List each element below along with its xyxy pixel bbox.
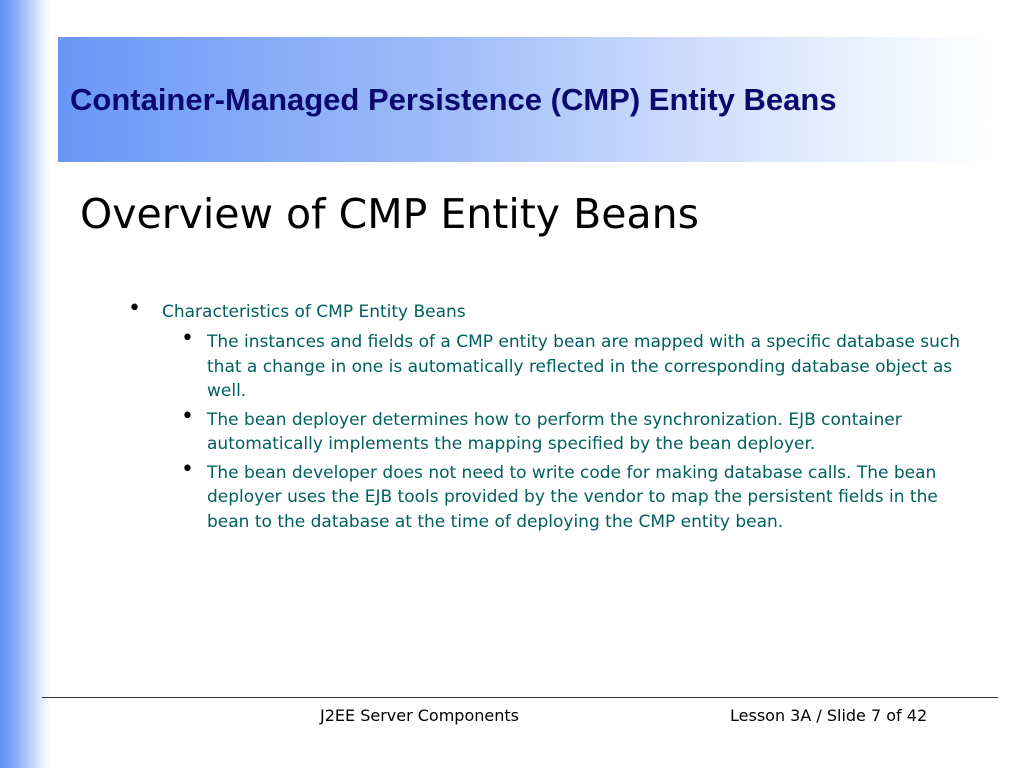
slide-title: Overview of CMP Entity Beans (80, 190, 699, 238)
bullet-dot-icon: • (181, 456, 194, 482)
bullet-dot-icon: • (181, 326, 194, 351)
sub-bullet-list (165, 326, 980, 534)
header-title: Container-Managed Persistence (CMP) Entity Beans (70, 82, 837, 117)
bullet-level1 (120, 296, 980, 324)
bullet-dot-icon: • (181, 403, 194, 429)
bullet-level2-text: The bean deployer determines how to perform the synchronization. EJB container automatically implements the mapping specified by the bean deployer. (207, 409, 902, 454)
bullet-dot-icon: • (128, 296, 141, 321)
bullet-level2-text: The bean developer does not need to write code for making database calls. The bean deployer uses the EJB tools provided by the vendor to map the persistent fields in the bean to the database at the time of deploying the CMP entity bean. (207, 462, 938, 532)
slide-content (120, 296, 980, 538)
bullet-level2 (165, 456, 977, 535)
left-decorative-bar (0, 0, 50, 768)
footer-course-name: J2EE Server Components (320, 706, 519, 725)
bullet-level1-text: Characteristics of CMP Entity Beans (162, 302, 466, 322)
bullet-level2 (165, 326, 977, 404)
footer-slide-number: Lesson 3A / Slide 7 of 42 (730, 706, 928, 725)
footer-divider (42, 697, 998, 698)
bullet-level2 (165, 403, 977, 457)
bullet-level2-text: The instances and fields of a CMP entity bean are mapped with a specific database such that a change in one is automatically reflected in the corresponding database object as well. (207, 332, 961, 401)
